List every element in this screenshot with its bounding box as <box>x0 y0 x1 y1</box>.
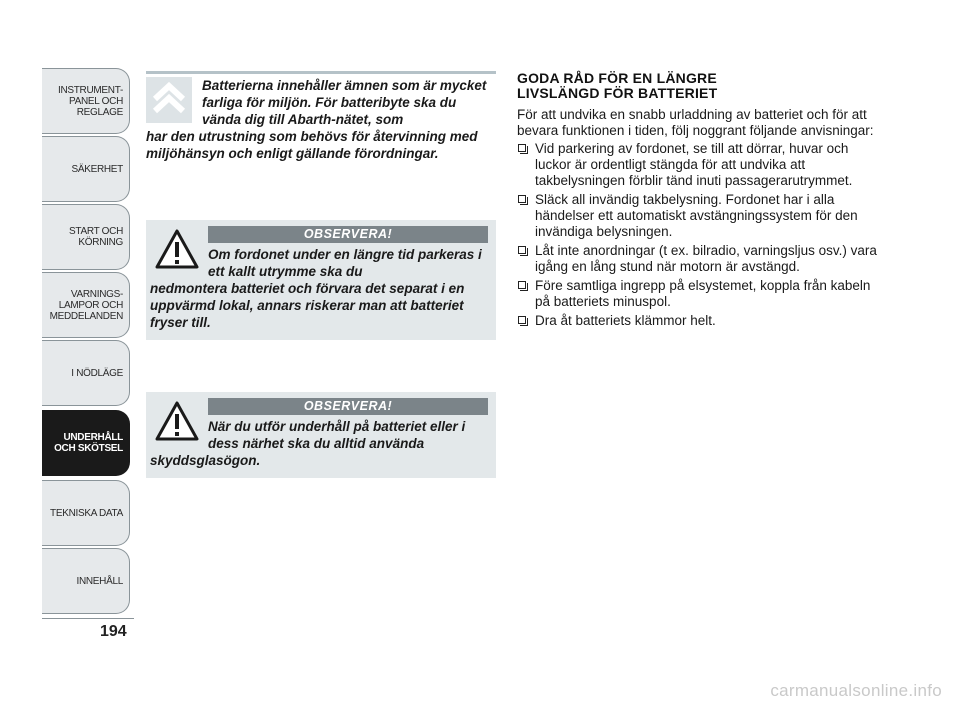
warning-1-full: nedmontera batteriet och förvara det separat i en uppvärmd lokal, annars riskerar man att batteriet fryser till. <box>150 281 465 330</box>
environment-note-full: har den utrustning som behövs för återvinning med miljöhänsyn och enligt gällande förordningar. <box>146 129 478 161</box>
advice-list <box>517 141 877 329</box>
list-item-text: Dra åt batteriets klämmor helt. <box>535 313 716 328</box>
checkbox-bullet-icon <box>518 195 526 203</box>
section-title-line1: GODA RÅD FÖR EN LÄNGRE <box>517 70 717 86</box>
recycle-chevron-icon <box>146 77 192 123</box>
chapter-sidebar <box>42 68 134 618</box>
tab-innehall[interactable]: INNEHÅLL <box>42 548 130 614</box>
tab-tekniska-data[interactable]: TEKNISKA DATA <box>42 480 130 546</box>
list-item-text: Före samtliga ingrepp på elsystemet, koppla från kabeln på batteriets minuspol. <box>535 278 871 309</box>
list-item-text: Vid parkering av fordonet, se till att dörrar, huvar och luckor är ordentligt stängda för att undvika att takbelysningen förblir tänd inuti passagerarutrymmet. <box>535 141 853 188</box>
warning-header-2: OBSERVERA! <box>208 398 488 415</box>
tab-i-nodlage[interactable]: I NÖDLÄGE <box>42 340 130 406</box>
warning-box-2 <box>146 392 496 478</box>
section-intro: För att undvika en snabb urladdning av batteriet och för att bevara funktionen i tiden, följ noggrant följande anvisningar: <box>517 107 874 138</box>
warning-triangle-icon <box>154 400 200 442</box>
environment-note-indented: Batterierna innehåller ämnen som är mycket farliga för miljön. För batteribyte ska du vända dig till Abarth-nätet, som <box>202 78 487 127</box>
list-item <box>517 192 877 240</box>
list-item <box>517 278 877 310</box>
tab-start-och-korning[interactable]: START OCH KÖRNING <box>42 204 130 270</box>
list-item-text: Låt inte anordningar (t ex. bilradio, varningsljus osv.) vara igång en lång stund när motorn är avstängd. <box>535 243 877 274</box>
checkbox-bullet-icon <box>518 316 526 324</box>
tab-instrumentpanel[interactable]: INSTRUMENT- PANEL OCH REGLAGE <box>42 68 130 134</box>
warning-text-1 <box>150 246 488 331</box>
section-title-line2: LIVSLÄNGD FÖR BATTERIET <box>517 85 718 101</box>
list-item <box>517 141 877 189</box>
list-item <box>517 243 877 275</box>
warning-1-indented: Om fordonet under en längre tid parkeras i ett kallt utrymme ska du <box>208 247 482 279</box>
warning-2-indented: När du utför underhåll på batteriet eller i dess närhet ska du alltid använda <box>208 419 466 451</box>
environment-note-text <box>146 77 496 162</box>
tab-sakerhet[interactable]: SÄKERHET <box>42 136 130 202</box>
checkbox-bullet-icon <box>518 281 526 289</box>
environment-note <box>146 77 496 162</box>
page-rule <box>42 618 134 619</box>
top-divider <box>146 71 496 74</box>
section-title <box>517 71 877 101</box>
list-item-text: Släck all invändig takbelysning. Fordonet har i alla händelser ett automatiskt avstängningssystem för den invändiga belysningen. <box>535 192 858 239</box>
warning-triangle-icon <box>154 228 200 270</box>
warning-2-full: skyddsglasögon. <box>150 453 261 468</box>
list-item <box>517 313 877 329</box>
tab-underhall-och-skotsel[interactable]: UNDERHÅLL OCH SKÖTSEL <box>42 410 130 476</box>
warning-header-1: OBSERVERA! <box>208 226 488 243</box>
tab-varningslampor[interactable]: VARNINGS- LAMPOR OCH MEDDELANDEN <box>42 272 130 338</box>
checkbox-bullet-icon <box>518 246 526 254</box>
page-number: 194 <box>100 623 127 640</box>
warning-text-2 <box>150 418 488 469</box>
watermark: carmanualsonline.info <box>770 681 942 700</box>
checkbox-bullet-icon <box>518 144 526 152</box>
warning-box-1 <box>146 220 496 340</box>
battery-advice-section <box>517 71 877 332</box>
